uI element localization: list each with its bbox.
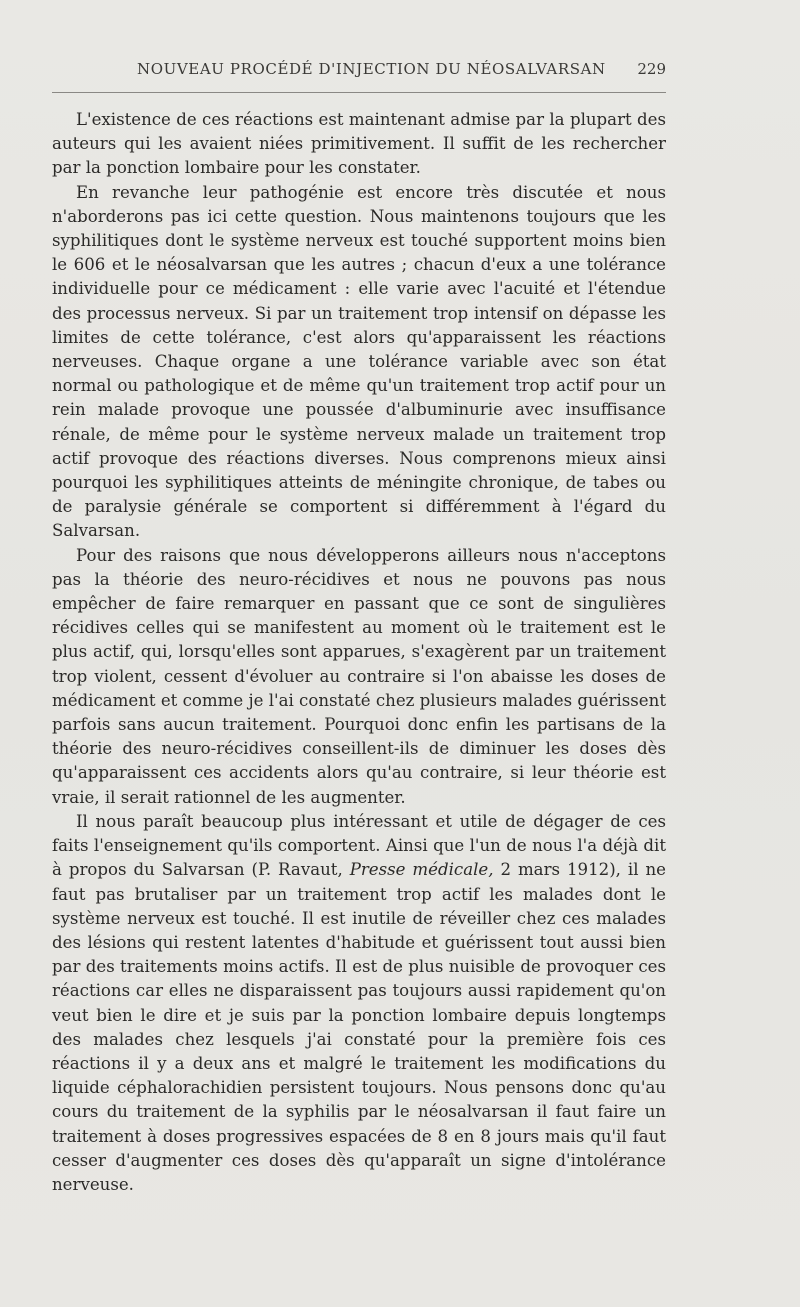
header-rule [52, 92, 666, 93]
citation-journal: Presse médicale, [349, 860, 494, 880]
page-number: 229 [637, 60, 666, 78]
paragraph [52, 810, 666, 1197]
paragraph: Pour des raisons que nous développerons ailleurs nous n'acceptons pas la théorie des neuro-récidives et nous ne pouvons pas nous empêcher de faire remarquer en passant que ce sont de singulières récidives celles qui se manifestent au moment où le traitement est le plus actif, qui, lorsqu'elles sont apparues, s'exagèrent par un traitement trop violent, cessent d'évoluer au contraire si l'on abaisse les doses de médicament et comme je l'ai constaté chez plusieurs malades guérissent parfois sans aucun traitement. Pourquoi donc enfin les partisans de la théorie des neuro-récidives conseillent-ils de diminuer les doses dès qu'apparaissent ces accidents alors qu'au contraire, si leur théorie est vraie, il serait rationnel de les augmenter. [52, 545, 666, 807]
paragraph: En revanche leur pathogénie est encore très discutée et nous n'aborderons pas ici cette question. Nous maintenons toujours que les syphilitiques dont le système nerveux est touché supportent moins bien le 606 et le néosalvarsan que les autres ; chacun d'eux a une tolérance individuelle pour ce médicament : elle varie avec l'acuité et l'étendue des processus nerveux. Si par un traitement trop intensif on dépasse les limites de cette tolérance, c'est alors qu'apparaissent les réactions nerveuses. Chaque organe a une tolérance variable avec son état normal ou pathologique et de même qu'un traitement trop actif pour un rein malade provoque une poussée d'albuminurie avec insuffisance rénale, de même pour le système nerveux malade un traitement trop actif provoque des réactions diverses. Nous comprenons mieux ainsi pourquoi les syphilitiques atteints de méningite chronique, de tabes ou de paralysie générale se comportent si différemment à l'égard du Salvarsan. [52, 182, 666, 541]
page-header [52, 58, 666, 84]
running-title: NOUVEAU PROCÉDÉ D'INJECTION DU NÉOSALVARSAN [137, 60, 606, 78]
paragraph-text: Il nous paraît beaucoup plus intéressant et utile de dégager de ces faits l'enseignement qu'ils comportent. Ainsi que l'un de nous l'a déjà dit à propos du Salvarsan (P. Ravaut, [52, 811, 666, 880]
body-text [52, 108, 666, 1197]
paragraph: L'existence de ces réactions est maintenant admise par la plupart des auteurs qui les avaient niées primitivement. Il suffit de les rechercher par la ponction lombaire pour les constater. [52, 110, 666, 178]
paragraph-text: 2 mars 1912), il ne faut pas brutaliser par un traitement trop actif les malades dont le système nerveux est touché. Il est inutile de réveiller chez ces malades des lésions qui restent latentes d'habitude et guérissent tout aussi bien par des traitements moins actifs. Il est de plus nuisible de provoquer ces réactions car elles ne disparaissent pas toujours aussi rapidement qu'on veut bien le dire et je suis par la ponction lombaire depuis longtemps des malades chez lesquels j'ai constaté pour la première fois ces réactions il y a deux ans et malgré le traitement les modifications du liquide céphalorachidien persistent toujours. Nous pensons donc qu'au cours du traitement de la syphilis par le néosalvarsan il faut faire un traitement à doses progressives espacées de 8 en 8 jours mais qu'il faut cesser d'augmenter ces doses dès qu'apparaît un signe d'intolérance nerveuse. [52, 860, 666, 1194]
